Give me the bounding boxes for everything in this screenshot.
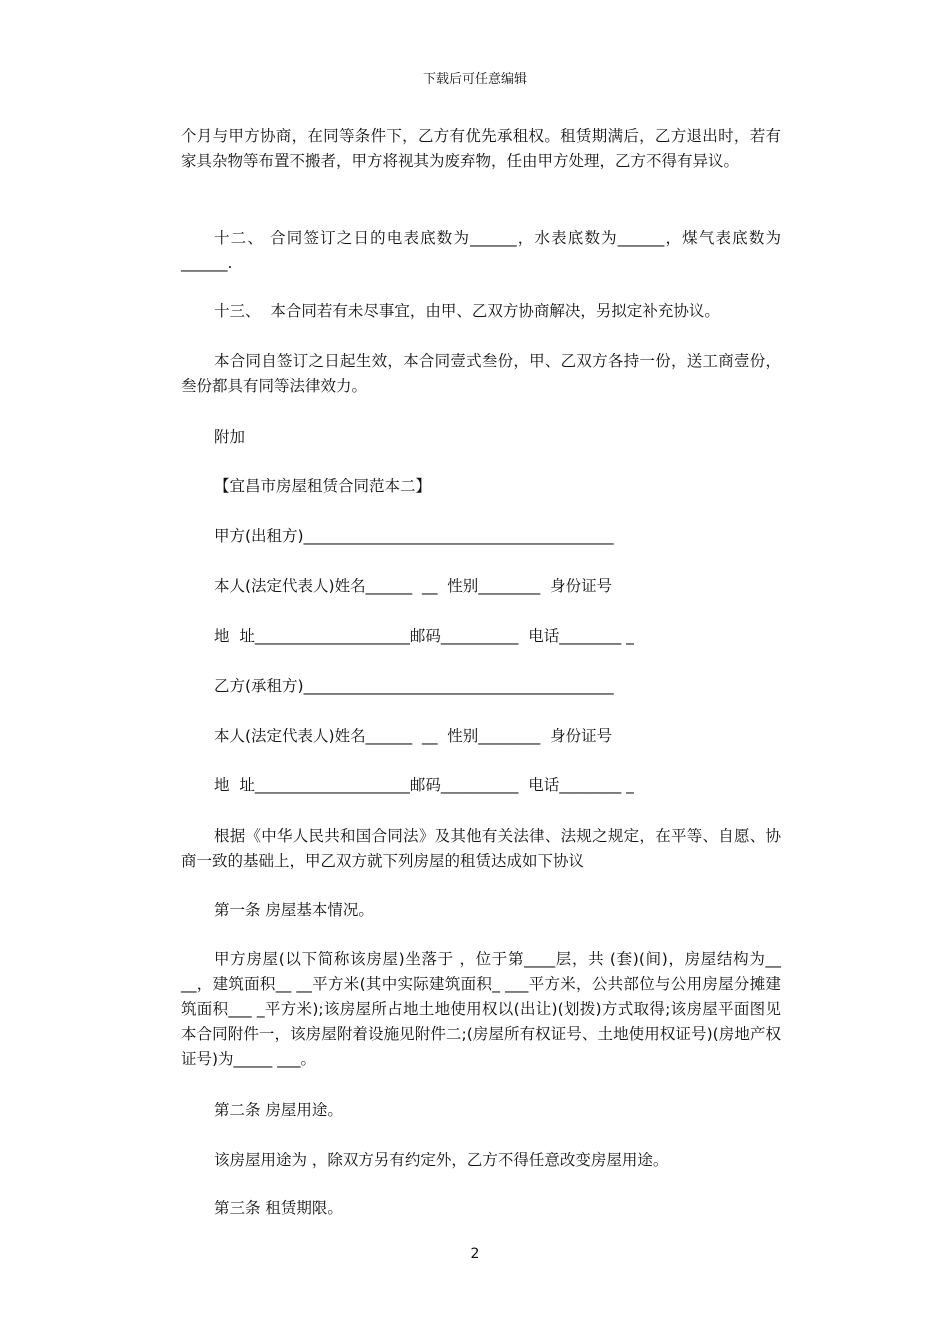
clause-12-meter-readings: 十二、 合同签订之日的电表底数为______，水表底数为______，煤气表底数为______. bbox=[181, 229, 781, 272]
article-1-heading: 第一条 房屋基本情况。 bbox=[214, 901, 374, 919]
paragraph-effectiveness: 本合同自签订之日起生效，本合同壹式叁份，甲、乙双方各持一份，送工商壹份，叁份都具有同等法律效力。 bbox=[181, 352, 781, 395]
party-a-representative-line: 本人(法定代表人)姓名______ __ 性别________ 身份证号 bbox=[214, 577, 613, 595]
clause-13-supplement: 十三、 本合同若有未尽事宜，由甲、乙双方协商解决，另拟定补充协议。 bbox=[214, 302, 720, 320]
article-2-heading: 第二条 房屋用途。 bbox=[214, 1101, 343, 1119]
party-b-representative-line: 本人(法定代表人)姓名______ __ 性别________ 身份证号 bbox=[214, 727, 613, 745]
page-number: 2 bbox=[470, 1246, 480, 1262]
article-3-heading: 第三条 租赁期限。 bbox=[214, 1199, 343, 1217]
paragraph-lease-renewal: 个月与甲方协商，在同等条件下，乙方有优先承租权。租赁期满后，乙方退出时，若有家具杂物等布置不搬者，甲方将视其为废弃物，任由甲方处理，乙方不得有异议。 bbox=[181, 127, 781, 170]
paragraph-legal-basis: 根据《中华人民共和国合同法》及其他有关法律、法规之规定，在平等、自愿、协商一致的基础上，甲乙双方就下列房屋的租赁达成如下协议 bbox=[181, 827, 781, 870]
article-2-body: 该房屋用途为 ，除双方另有约定外，乙方不得任意改变房屋用途。 bbox=[214, 1151, 669, 1169]
party-a-line: 甲方(出租方)________________________________________ bbox=[214, 527, 614, 545]
template-two-title: 【宜昌市房屋租赁合同范本二】 bbox=[214, 477, 432, 495]
article-1-body: 甲方房屋(以下简称该房屋)坐落于 ，位于第____层，共 (套)(间)，房屋结构为__ __，建筑面积__ __平方米(其中实际建筑面积_ ___平方米，公共部位与公用房屋分摊建筑面积___ _平方米);该房屋所占地土地使用权以(出让)(划拨)方式取得;该房屋平面图见本合同附件一，该房屋附着设施见附件二;(房屋所有权证号、土地使用权证号)(房地产权证号)为_____ ___。 bbox=[181, 950, 781, 1068]
party-a-address-line: 地 址____________________邮码__________ 电话________ _ bbox=[214, 627, 634, 645]
party-b-address-line: 地 址____________________邮码__________ 电话________ _ bbox=[214, 776, 634, 794]
party-b-line: 乙方(承租方)________________________________________ bbox=[214, 677, 614, 695]
page-header: 下载后可任意编辑 bbox=[422, 72, 527, 87]
appendix-label: 附加 bbox=[214, 428, 246, 446]
